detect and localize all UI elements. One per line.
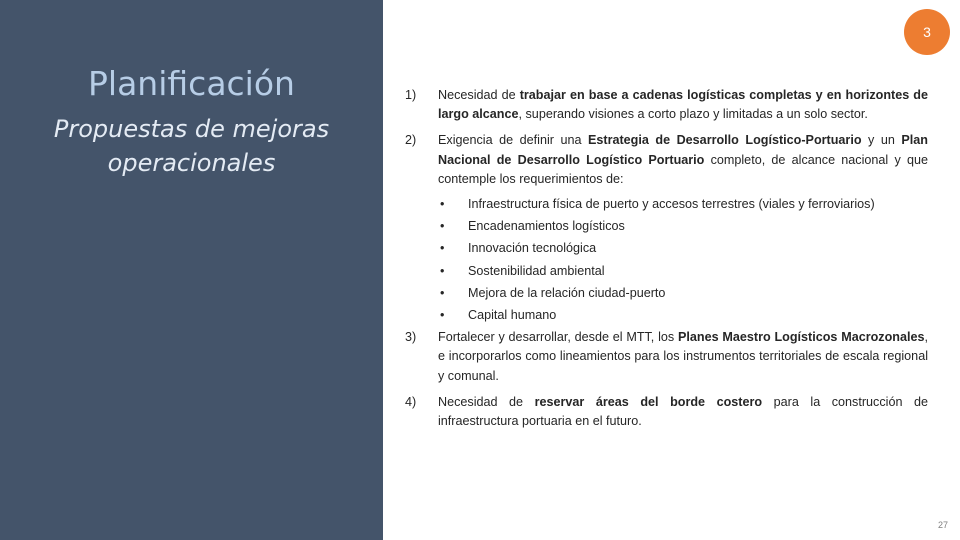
bullet-text: Capital humano — [468, 308, 557, 323]
item-bold-text: Estrategia de Desarrollo Logístico-Portuario — [587, 133, 862, 148]
bullet-text: Mejora de la relación ciudad-puerto — [468, 285, 666, 300]
bullet-item — [438, 262, 928, 281]
item-number: 2) — [405, 133, 417, 148]
item-text: Necesidad de — [438, 88, 520, 102]
item-number: 4) — [405, 394, 417, 409]
bullet-text: Sostenibilidad ambiental — [468, 263, 605, 278]
bullet-icon: • — [440, 263, 445, 278]
list-item-2 — [405, 131, 928, 325]
item-bold-text: Plan Nacional de Desarrollo Logístico Portuario — [438, 133, 928, 167]
content-list — [405, 86, 928, 431]
item-bold-text: Planes Maestro Logísticos Macrozonales — [677, 330, 925, 345]
subtitle-line-2: operacionales — [107, 149, 276, 177]
item-bold-text: reservar áreas del borde costero — [534, 394, 763, 409]
bullet-text: Infraestructura física de puerto y accesos terrestres (viales y ferroviarios) — [468, 197, 875, 212]
item-text: completo, de alcance nacional y que contemple los requerimientos de: — [438, 152, 928, 186]
item-bold-text: trabajar en base a cadenas logísticas completas y en horizontes de largo alcance — [438, 88, 928, 122]
bullet-icon: • — [440, 197, 445, 212]
bullet-item — [438, 195, 928, 214]
left-panel — [0, 0, 383, 540]
subtitle-line-1: Propuestas de mejoras — [53, 115, 330, 143]
bullet-icon: • — [440, 285, 445, 300]
bullet-item — [438, 217, 928, 236]
item-text: y un — [861, 133, 902, 148]
item-text: Fortalecer y desarrollar, desde el MTT, los — [438, 330, 678, 345]
list-item-1 — [405, 86, 928, 124]
list-item-3 — [405, 328, 928, 386]
requirements-list — [438, 195, 928, 325]
page-number: 27 — [937, 520, 948, 530]
section-subtitle — [20, 112, 363, 180]
item-text: Exigencia de definir una — [438, 133, 588, 148]
bullet-icon: • — [440, 219, 445, 234]
bullet-text: Encadenamientos logísticos — [468, 219, 625, 234]
item-number: 1) — [405, 88, 417, 102]
item-text: Necesidad de — [438, 394, 535, 409]
item-text: , e incorporarlos como lineamientos para los instrumentos territoriales de escala regional y comunal. — [438, 330, 928, 383]
item-number: 3) — [405, 330, 417, 345]
bullet-text: Innovación tecnológica — [468, 241, 597, 256]
item-text: , superando visiones a corto plazo y limitadas a un solo sector. — [518, 107, 868, 122]
list-item-4 — [405, 393, 928, 431]
item-text: para la construcción de infraestructura portuaria en el futuro. — [438, 394, 929, 429]
bullet-item — [438, 239, 928, 258]
bullet-icon: • — [440, 241, 445, 256]
bullet-icon: • — [440, 308, 445, 323]
section-title: Planificación — [88, 64, 295, 103]
bullet-item — [438, 284, 928, 303]
bullet-item — [438, 306, 928, 325]
slide-number-badge: 3 — [904, 9, 950, 55]
